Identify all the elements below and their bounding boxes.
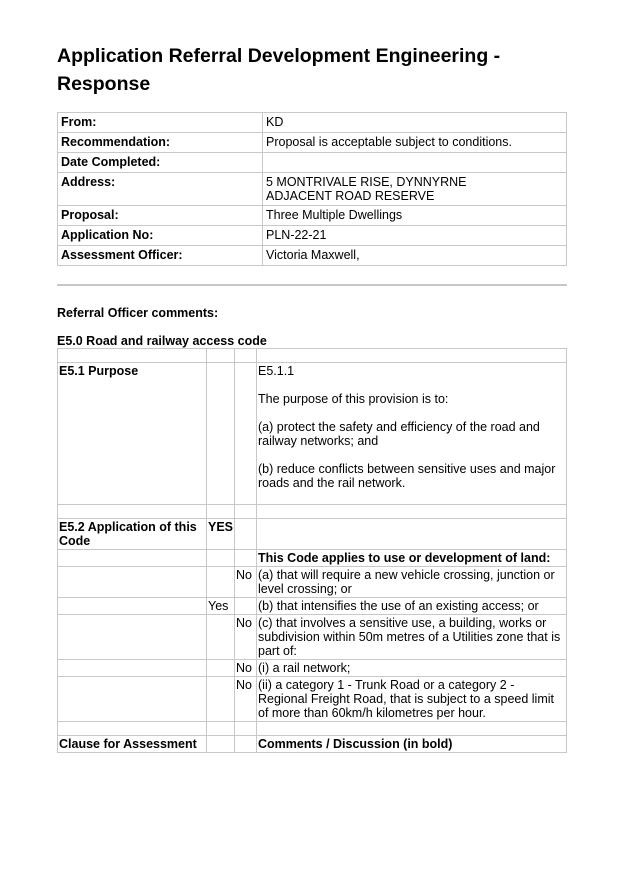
criterion-text: (b) that intensifies the use of an existing access; or — [257, 598, 567, 615]
purpose-text — [257, 363, 567, 505]
info-value: PLN-22-21 — [263, 226, 567, 246]
table-cell — [58, 550, 207, 567]
yes-cell — [207, 567, 235, 598]
info-value: KD — [263, 113, 567, 133]
purpose-intro: The purpose of this provision is to: — [258, 392, 449, 406]
table-row — [58, 677, 567, 722]
table-cell — [257, 349, 567, 363]
table-cell — [207, 722, 235, 736]
application-answer: YES — [207, 519, 235, 550]
table-cell — [58, 598, 207, 615]
table-cell — [235, 363, 257, 505]
table-row — [58, 206, 567, 226]
criterion-text: (a) that will require a new vehicle crossing, junction or level crossing; or — [257, 567, 567, 598]
table-cell — [207, 550, 235, 567]
yes-cell: Yes — [207, 598, 235, 615]
table-row — [58, 246, 567, 266]
info-value: Victoria Maxwell, — [263, 246, 567, 266]
comments-header: Comments / Discussion (in bold) — [257, 736, 567, 753]
table-row — [58, 615, 567, 660]
table-cell — [235, 505, 257, 519]
table-row — [58, 550, 567, 567]
info-label: Address: — [58, 173, 263, 206]
address-line-1: 5 MONTRIVALE RISE, DYNNYRNE — [266, 175, 467, 189]
table-row — [58, 722, 567, 736]
info-label: Application No: — [58, 226, 263, 246]
info-label: Proposal: — [58, 206, 263, 226]
table-cell — [58, 349, 207, 363]
table-row — [58, 363, 567, 505]
table-row — [58, 133, 567, 153]
yes-cell — [207, 615, 235, 660]
table-cell — [58, 505, 207, 519]
table-row — [58, 660, 567, 677]
info-value: Three Multiple Dwellings — [263, 206, 567, 226]
no-cell — [235, 598, 257, 615]
table-row — [58, 173, 567, 206]
table-cell — [58, 722, 207, 736]
yes-cell — [207, 660, 235, 677]
criterion-text: (i) a rail network; — [257, 660, 567, 677]
table-cell — [235, 519, 257, 550]
table-cell — [58, 567, 207, 598]
info-value — [263, 153, 567, 173]
purpose-item-b: (b) reduce conflicts between sensitive uses and major roads and the rail network. — [258, 462, 556, 490]
table-row — [58, 567, 567, 598]
purpose-item-a: (a) protect the safety and efficiency of the road and railway networks; and — [258, 420, 540, 448]
info-label: Date Completed: — [58, 153, 263, 173]
table-cell — [58, 660, 207, 677]
table-cell — [257, 505, 567, 519]
table-cell — [58, 615, 207, 660]
code-table — [57, 348, 567, 753]
table-cell — [257, 519, 567, 550]
application-info-table — [57, 112, 567, 266]
clause-assessment-header: Clause for Assessment — [58, 736, 207, 753]
table-cell — [235, 349, 257, 363]
no-cell: No — [235, 615, 257, 660]
table-cell — [235, 736, 257, 753]
table-cell — [235, 550, 257, 567]
address-line-2: ADJACENT ROAD RESERVE — [266, 189, 435, 203]
table-cell — [257, 722, 567, 736]
info-value: Proposal is acceptable subject to conditions. — [263, 133, 567, 153]
page-title: Application Referral Development Engineering - Response — [57, 45, 501, 95]
info-value — [263, 173, 567, 206]
table-row — [58, 519, 567, 550]
table-row — [58, 113, 567, 133]
table-row — [58, 349, 567, 363]
table-row — [58, 153, 567, 173]
table-cell — [207, 505, 235, 519]
info-label: Assessment Officer: — [58, 246, 263, 266]
table-row — [58, 736, 567, 753]
info-label: Recommendation: — [58, 133, 263, 153]
section-divider — [57, 284, 567, 286]
criterion-text: (ii) a category 1 - Trunk Road or a category 2 - Regional Freight Road, that is subject to a speed limit of more than 60km/h kilometres per hour. — [257, 677, 567, 722]
clause-number: E5.1.1 — [258, 364, 295, 378]
table-row — [58, 226, 567, 246]
table-cell — [235, 722, 257, 736]
no-cell: No — [235, 677, 257, 722]
application-label: E5.2 Application of this Code — [58, 519, 207, 550]
table-row — [58, 598, 567, 615]
yes-cell — [207, 677, 235, 722]
no-cell: No — [235, 660, 257, 677]
info-label: From: — [58, 113, 263, 133]
no-cell: No — [235, 567, 257, 598]
table-row — [58, 505, 567, 519]
table-cell — [207, 363, 235, 505]
table-cell — [58, 677, 207, 722]
criterion-text: (c) that involves a sensitive use, a building, works or subdivision within 50m metres of a Utilities zone that is part of: — [257, 615, 567, 660]
referral-heading: Referral Officer comments: — [57, 306, 219, 320]
purpose-label: E5.1 Purpose — [58, 363, 207, 505]
code-heading: E5.0 Road and railway access code — [57, 334, 267, 348]
table-cell — [207, 349, 235, 363]
applies-heading: This Code applies to use or development of land: — [257, 550, 567, 567]
table-cell — [207, 736, 235, 753]
